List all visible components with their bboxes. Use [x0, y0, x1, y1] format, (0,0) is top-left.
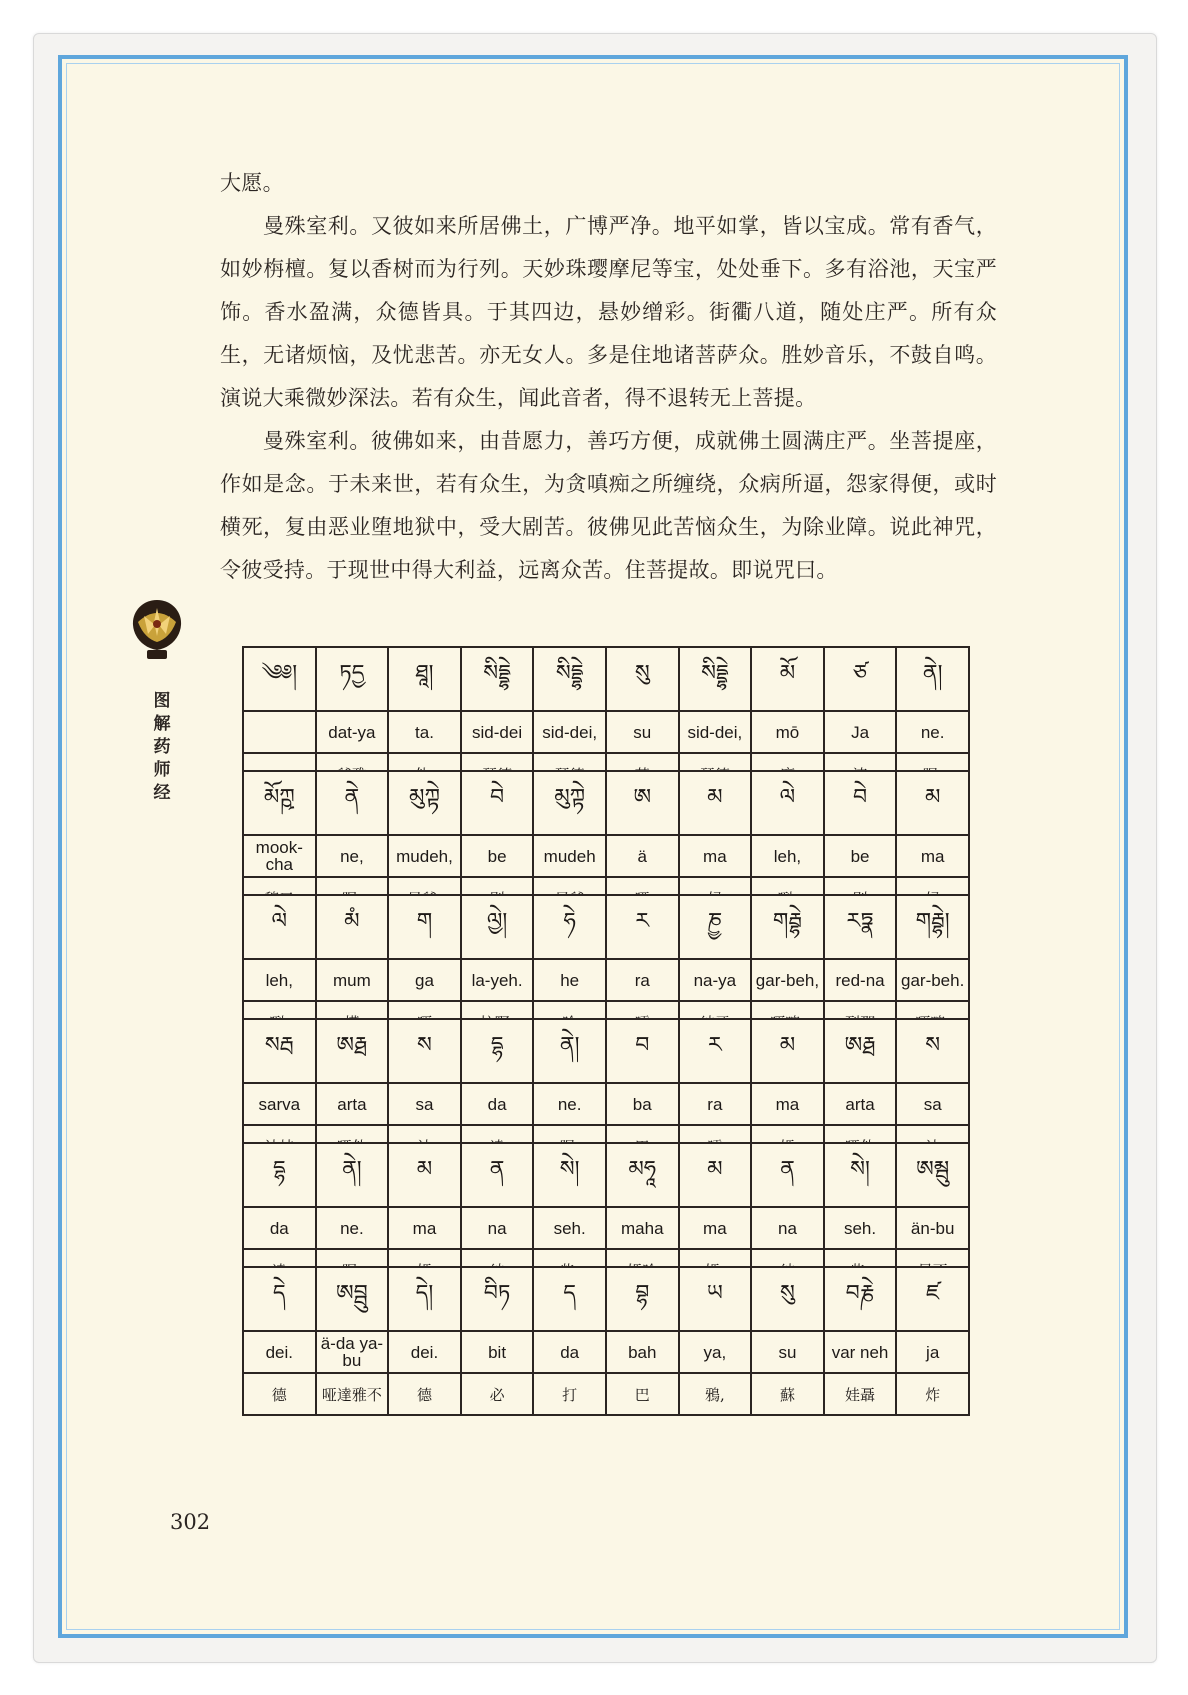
chinese-cell: 哑達雅不: [316, 1373, 389, 1415]
script-cell: ཨ: [606, 771, 679, 835]
roman-cell: arta: [316, 1083, 389, 1125]
script-cell: ཎྱ: [679, 895, 752, 959]
script-cell: མཾ: [316, 895, 389, 959]
script-cell: སུ: [751, 1267, 824, 1331]
script-cell: ཙ: [824, 647, 897, 711]
roman-cell: mudeh: [533, 835, 606, 877]
roman-row: [243, 959, 969, 1001]
script-cell: མ: [679, 1143, 752, 1207]
title-char: 经: [153, 783, 171, 803]
roman-cell: bah: [606, 1331, 679, 1373]
chinese-cell: 蘇: [751, 1373, 824, 1415]
script-cell: གརྦྷེ།: [896, 895, 969, 959]
roman-cell: na-ya: [679, 959, 752, 1001]
roman-cell: ne.: [316, 1207, 389, 1249]
script-cell: བྷ: [606, 1267, 679, 1331]
roman-cell: än-bu: [896, 1207, 969, 1249]
script-cell: མ: [896, 771, 969, 835]
body-text: [220, 162, 997, 592]
script-cell: སིདྡྷེ: [679, 647, 752, 711]
roman-row: [243, 835, 969, 877]
script-row: [243, 1267, 969, 1331]
roman-cell: dei.: [243, 1331, 316, 1373]
chinese-cell: 德: [243, 1373, 316, 1415]
roman-cell: ma: [896, 835, 969, 877]
script-cell: རཏྣ: [824, 895, 897, 959]
roman-cell: sa: [388, 1083, 461, 1125]
roman-cell: la-yeh.: [461, 959, 534, 1001]
paragraph-3: 曼殊室利。彼佛如来，由昔愿力，善巧方便，成就佛土圆满庄严。坐菩提座，作如是念。于未来世，若有众生，为贪嗔痴之所缠绕，众病所逼，怨家得便，或时横死，复由恶业堕地狱中，受大剧苦。彼佛见此苦恼众生，为除业障。说此神咒，令彼受持。于现世中得大利益，远离众苦。住菩提故。即说咒曰。: [220, 429, 997, 582]
roman-cell: na: [461, 1207, 534, 1249]
roman-cell: ma: [679, 835, 752, 877]
script-cell: དྷ: [243, 1143, 316, 1207]
roman-cell: sa: [896, 1083, 969, 1125]
script-cell: མ: [679, 771, 752, 835]
roman-cell: bit: [461, 1331, 534, 1373]
roman-cell: be: [461, 835, 534, 877]
roman-cell: [243, 711, 316, 753]
roman-cell: ja: [896, 1331, 969, 1373]
title-char: 解: [153, 714, 171, 734]
script-row: [243, 895, 969, 959]
roman-cell: seh.: [824, 1207, 897, 1249]
script-cell: ཨརྠ: [824, 1019, 897, 1083]
script-cell: དེ།: [388, 1267, 461, 1331]
roman-cell: ma: [388, 1207, 461, 1249]
chinese-row: [243, 1373, 969, 1415]
script-cell: དེ: [243, 1267, 316, 1331]
roman-cell: sid-dei,: [679, 711, 752, 753]
script-cell: ལེ: [751, 771, 824, 835]
title-char: 药: [153, 737, 171, 757]
mantra-table-6: [242, 1266, 970, 1416]
roman-cell: ra: [606, 959, 679, 1001]
roman-cell: gar-beh,: [751, 959, 824, 1001]
roman-cell: mudeh,: [388, 835, 461, 877]
script-cell: ནེ: [316, 771, 389, 835]
script-cell: ར: [679, 1019, 752, 1083]
chinese-cell: 必: [461, 1373, 534, 1415]
roman-cell: Ja: [824, 711, 897, 753]
roman-cell: sid-dei: [461, 711, 534, 753]
roman-cell: ma: [679, 1207, 752, 1249]
script-cell: དྷ: [461, 1019, 534, 1083]
script-cell: ན: [461, 1143, 534, 1207]
script-cell: བེ: [824, 771, 897, 835]
roman-cell: gar-beh.: [896, 959, 969, 1001]
script-cell: བིཏ: [461, 1267, 534, 1331]
roman-row: [243, 1207, 969, 1249]
roman-cell: ta.: [388, 711, 461, 753]
script-cell: ཏདྱ: [316, 647, 389, 711]
chinese-cell: 巴: [606, 1373, 679, 1415]
script-cell: ལྱེ།: [461, 895, 534, 959]
script-cell: ཨབྦུ: [316, 1267, 389, 1331]
script-cell: སིདྡྷེ: [533, 647, 606, 711]
roman-cell: ba: [606, 1083, 679, 1125]
lotus-emblem-icon: [130, 598, 184, 660]
script-cell: མུཀྟེ: [533, 771, 606, 835]
script-cell: ཐཱ།: [388, 647, 461, 711]
roman-cell: dat-ya: [316, 711, 389, 753]
roman-cell: maha: [606, 1207, 679, 1249]
roman-cell: su: [751, 1331, 824, 1373]
roman-cell: mum: [316, 959, 389, 1001]
chinese-cell: 娃聶: [824, 1373, 897, 1415]
roman-cell: arta: [824, 1083, 897, 1125]
chinese-cell: 打: [533, 1373, 606, 1415]
roman-row: [243, 1331, 969, 1373]
page-number: 302: [170, 1510, 211, 1534]
script-cell: མ: [751, 1019, 824, 1083]
title-char: 师: [153, 760, 171, 780]
script-cell: ད: [533, 1267, 606, 1331]
roman-cell: dei.: [388, 1331, 461, 1373]
paragraph-1: 大愿。: [220, 171, 284, 195]
roman-cell: ne.: [896, 711, 969, 753]
roman-cell: sarva: [243, 1083, 316, 1125]
roman-cell: ga: [388, 959, 461, 1001]
script-cell: ལེ: [243, 895, 316, 959]
chinese-cell: 鴉,: [679, 1373, 752, 1415]
script-cell: ག: [388, 895, 461, 959]
script-cell: ཡ: [679, 1267, 752, 1331]
roman-cell: da: [461, 1083, 534, 1125]
roman-cell: seh.: [533, 1207, 606, 1249]
script-row: [243, 771, 969, 835]
roman-cell: leh,: [243, 959, 316, 1001]
roman-cell: ne,: [316, 835, 389, 877]
script-row: [243, 647, 969, 711]
script-cell: ཨརྠ: [316, 1019, 389, 1083]
script-cell: སེ།: [824, 1143, 897, 1207]
roman-cell: ya,: [679, 1331, 752, 1373]
chinese-cell: 炸: [896, 1373, 969, 1415]
script-cell: ཛ: [896, 1267, 969, 1331]
script-cell: མཧཱ: [606, 1143, 679, 1207]
script-row: [243, 1143, 969, 1207]
script-cell: སརྦ: [243, 1019, 316, 1083]
script-cell: ནེ།: [316, 1143, 389, 1207]
roman-cell: ä: [606, 835, 679, 877]
roman-cell: ä-da ya-bu: [316, 1331, 389, 1373]
script-cell: སུ: [606, 647, 679, 711]
roman-cell: mook-cha: [243, 835, 316, 877]
script-cell: ར: [606, 895, 679, 959]
script-cell: ནེ།: [533, 1019, 606, 1083]
script-cell: ཧེ: [533, 895, 606, 959]
script-cell: ས: [896, 1019, 969, 1083]
chinese-cell: 德: [388, 1373, 461, 1415]
roman-cell: sid-dei,: [533, 711, 606, 753]
roman-cell: na: [751, 1207, 824, 1249]
roman-row: [243, 711, 969, 753]
script-cell: ༄༅།: [243, 647, 316, 711]
roman-cell: he: [533, 959, 606, 1001]
roman-cell: ma: [751, 1083, 824, 1125]
script-cell: ས: [388, 1019, 461, 1083]
script-cell: མུཀྟེ: [388, 771, 461, 835]
roman-cell: var neh: [824, 1331, 897, 1373]
script-cell: སེ།: [533, 1143, 606, 1207]
roman-row: [243, 1083, 969, 1125]
roman-cell: leh,: [751, 835, 824, 877]
script-cell: མོཀྵ: [243, 771, 316, 835]
title-char: 图: [153, 691, 171, 711]
roman-cell: ne.: [533, 1083, 606, 1125]
roman-cell: red-na: [824, 959, 897, 1001]
script-row: [243, 1019, 969, 1083]
roman-cell: mō: [751, 711, 824, 753]
script-cell: ནེ།: [896, 647, 969, 711]
roman-cell: be: [824, 835, 897, 877]
roman-cell: ra: [679, 1083, 752, 1125]
script-cell: ཨམྦུ: [896, 1143, 969, 1207]
roman-cell: da: [533, 1331, 606, 1373]
script-cell: བ: [606, 1019, 679, 1083]
roman-cell: su: [606, 711, 679, 753]
script-cell: ན: [751, 1143, 824, 1207]
vertical-book-title: [150, 690, 174, 805]
script-cell: སིདྡྷེ: [461, 647, 534, 711]
script-cell: གརྦྷེ: [751, 895, 824, 959]
paragraph-2: 曼殊室利。又彼如来所居佛土，广博严净。地平如掌，皆以宝成。常有香气，如妙栴檀。复以香树而为行列。天妙珠璎摩尼等宝，处处垂下。多有浴池，天宝严饰。香水盈满，众德皆具。于其四边，悬妙缯彩。街衢八道，随处庄严。所有众生，无诸烦恼，及忧悲苦。亦无女人。多是住地诸菩萨众。胜妙音乐，不鼓自鸣。演说大乘微妙深法。若有众生，闻此音者，得不退转无上菩提。: [220, 214, 997, 410]
script-cell: བེ: [461, 771, 534, 835]
script-cell: མོ: [751, 647, 824, 711]
script-cell: མ: [388, 1143, 461, 1207]
roman-cell: da: [243, 1207, 316, 1249]
script-cell: བརྞེ: [824, 1267, 897, 1331]
